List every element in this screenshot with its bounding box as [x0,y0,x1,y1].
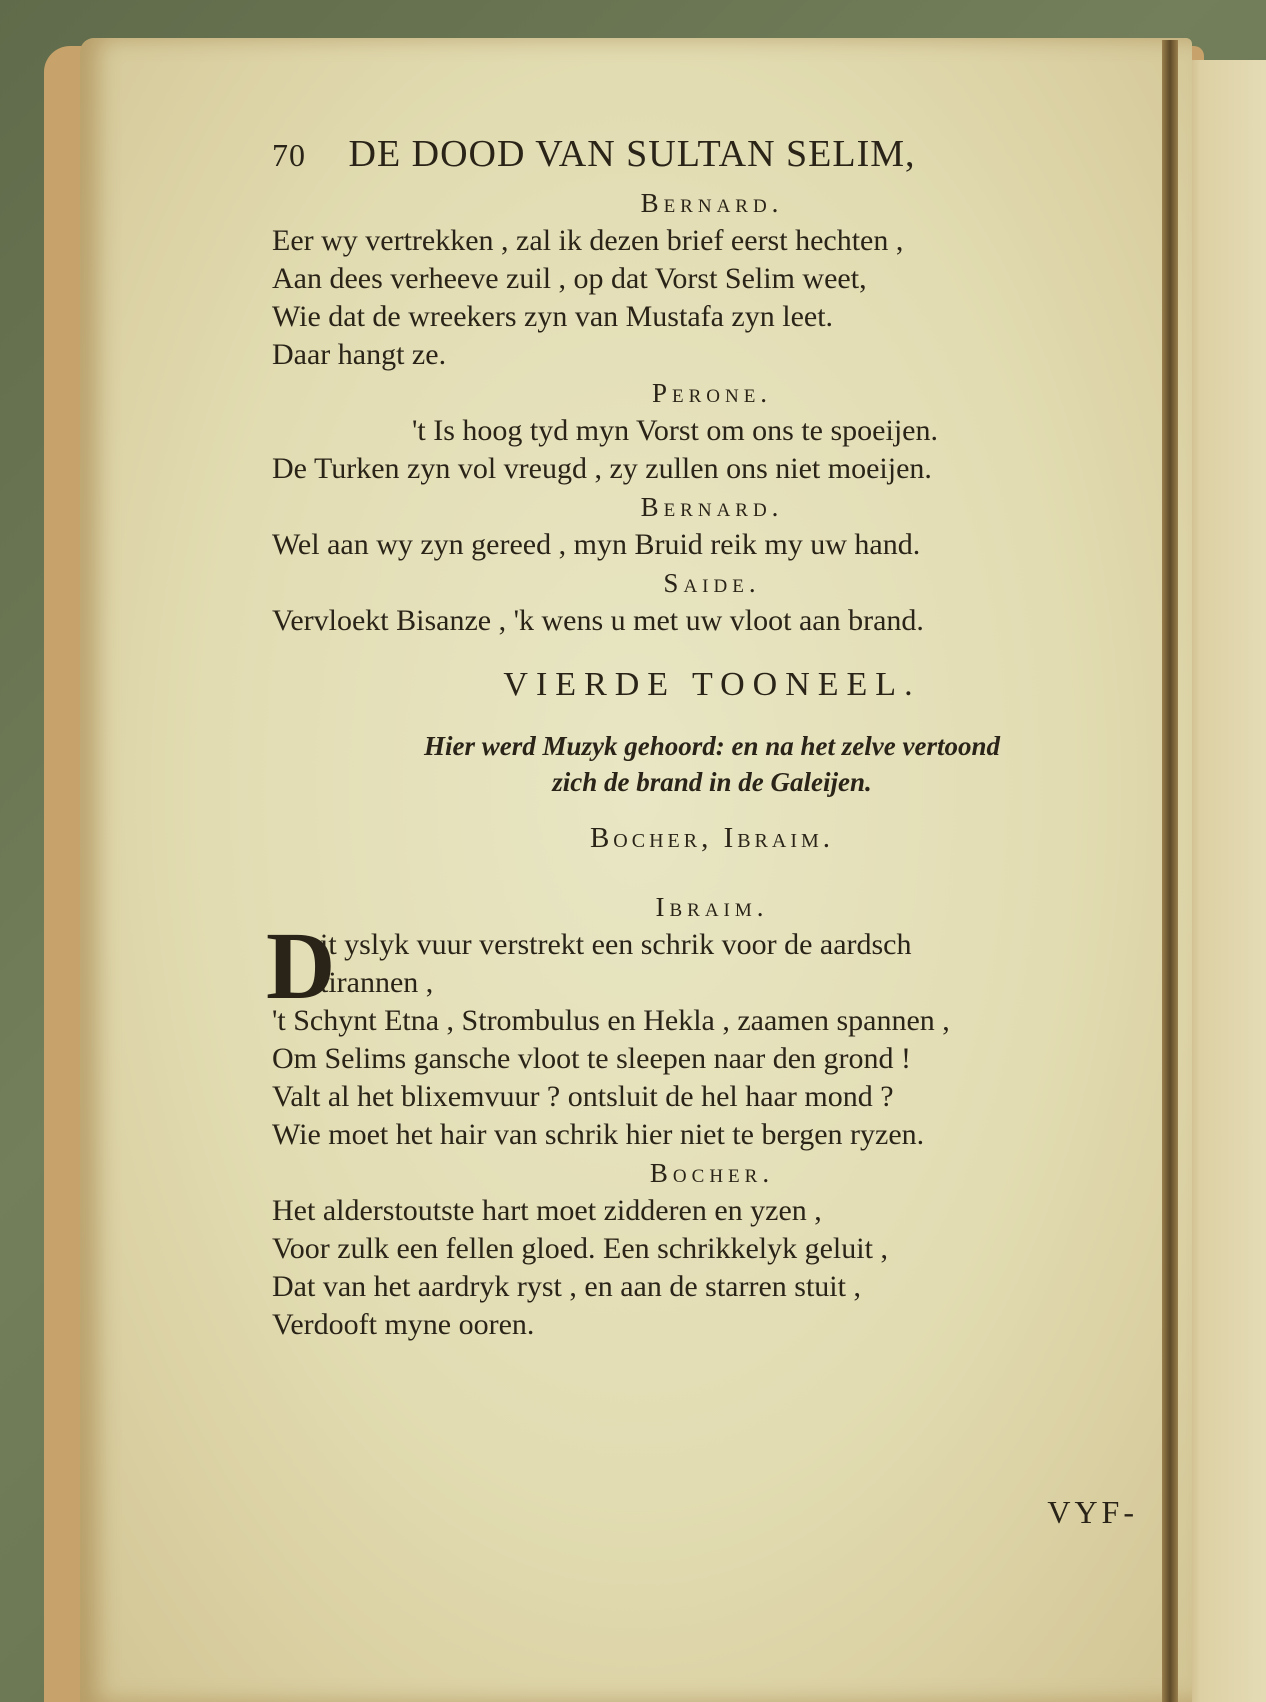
verse-line: it yslyk vuur verstrekt een schrik voor de aardsch [320,928,912,961]
stage-direction [272,728,1152,800]
speaker-name: Bernard. [640,492,784,522]
speaker-name: Ibraim. [655,892,769,922]
speech-block [266,888,1152,1344]
book-gutter [1162,40,1178,1702]
page-text [266,132,1152,1531]
running-header [272,132,1152,184]
catchword: VYF- [1047,1494,1138,1530]
verse-line: Het alderstoutste hart moet zidderen en yzen , [272,1194,822,1227]
verse-line: Vervloekt Bisanze , 'k wens u met uw vloot aan brand. [272,604,924,637]
verse-line: Dat van het aardryk ryst , en aan de starren stuit , [272,1270,861,1303]
page-number: 70 [272,137,306,173]
verse-line: tirannen , [320,966,434,999]
verse-line: Aan dees verheeve zuil , op dat Vorst Selim weet, [272,262,867,295]
verse-line: Voor zulk een fellen gloed. Een schrikkelyk geluit , [272,1232,888,1265]
verse-line: Daar hangt ze. [272,338,447,371]
speaker-name: Bocher. [649,1158,775,1188]
verse-line: Eer wy vertrekken , zal ik dezen brief eerst hechten , [272,224,904,257]
stage-direction-line: zich de brand in de Galeijen. [552,767,872,797]
verse-line: Om Selims gansche vloot te sleepen naar den grond ! [272,1042,911,1075]
speaker-name: Bernard. [640,188,784,218]
scene-title: VIERDE TOONEEL. [503,666,921,703]
verse-line: Verdooft myne ooren. [272,1308,535,1341]
speaker-name: Perone. [651,378,773,408]
verse-line: Valt al het blixemvuur ? ontsluit de hel haar mond ? [272,1080,894,1113]
running-title: DE DOOD VAN SULTAN SELIM, [348,133,916,175]
scene-persons: Bocher, Ibraim. [589,822,835,854]
drop-cap: D [266,912,336,1019]
verse-line: 't Schynt Etna , Strombulus en Hekla , zaamen spannen , [272,1004,950,1037]
stage-direction-line: Hier werd Muzyk gehoord: en na het zelve vertoond [424,731,1000,761]
verse-line: Wie dat de wreekers zyn van Mustafa zyn leet. [272,300,834,333]
speaker-name: Saide. [663,568,761,598]
verse-line: Wie moet het hair van schrik hier niet te bergen ryzen. [272,1118,925,1151]
verse-line: De Turken zyn vol vreugd , zy zullen ons niet moeijen. [272,452,932,485]
verse-line: Wel aan wy zyn gereed , myn Bruid reik my uw hand. [272,528,921,561]
verse-line: 't Is hoog tyd myn Vorst om ons te spoeijen. [412,414,938,447]
